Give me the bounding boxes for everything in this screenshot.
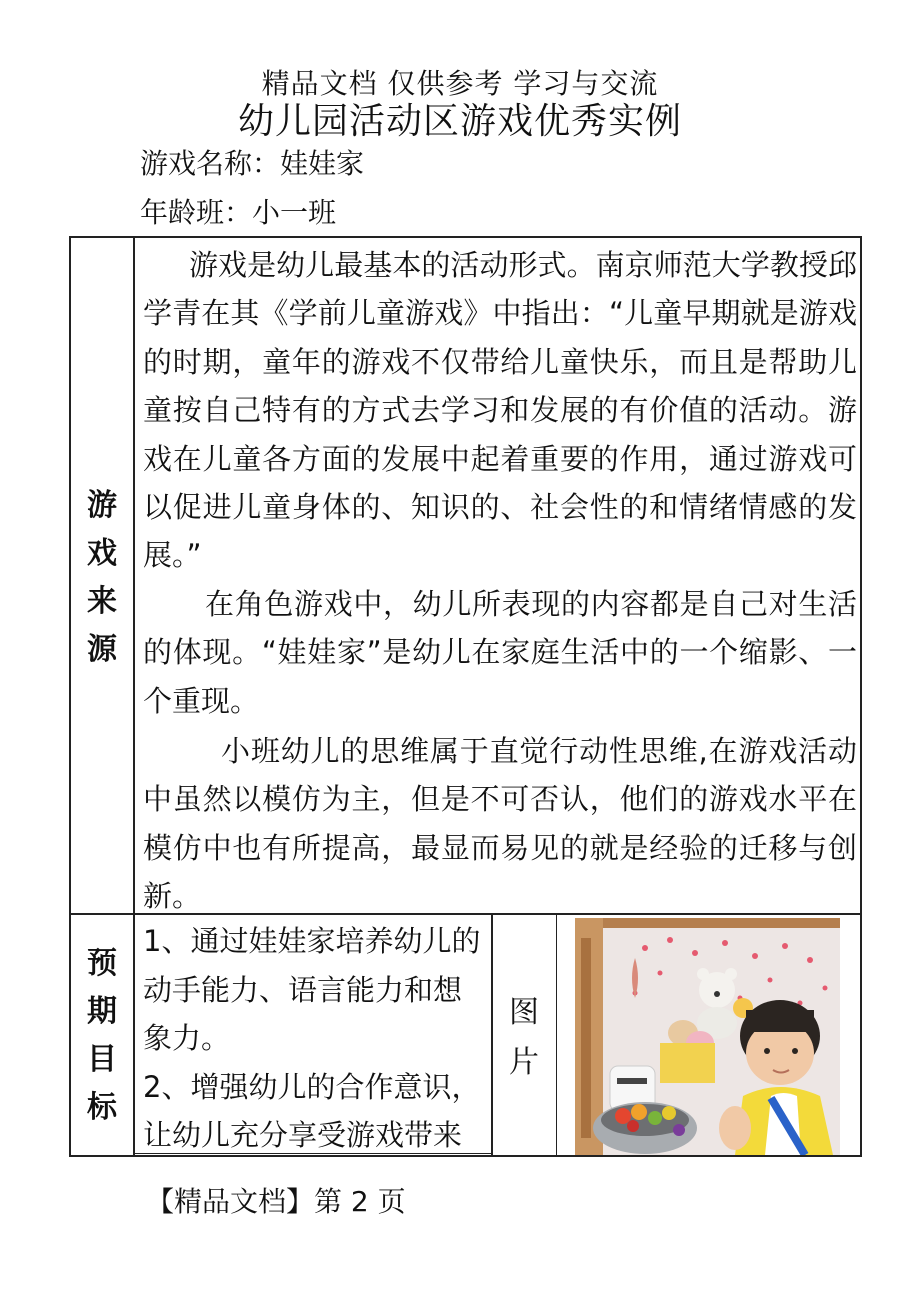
- source-text: [143, 241, 857, 921]
- picture-label-char: 图: [509, 995, 539, 1030]
- source-label-char: 游: [87, 488, 117, 523]
- goals-label-char: 目: [87, 1042, 117, 1077]
- child-playing-photo: [575, 918, 840, 1155]
- goal-column-divider: [491, 913, 493, 1157]
- goals-label: [78, 940, 126, 1132]
- picture-label-char: 片: [509, 1045, 539, 1080]
- source-label-char: 来: [87, 584, 117, 619]
- age-class-line: 年龄班：小一班: [140, 196, 337, 229]
- goals-text: [143, 917, 488, 1153]
- source-label: [78, 482, 126, 674]
- table-top-border: [69, 236, 862, 238]
- goals-label-char: 标: [87, 1090, 117, 1125]
- goals-label-char: 期: [87, 994, 117, 1029]
- picture-label-divider: [556, 913, 557, 1157]
- source-label-char: 源: [87, 632, 117, 667]
- header-note: 精品文档 仅供参考 学习与交流: [261, 67, 659, 100]
- table-left-border: [69, 236, 71, 1157]
- table-right-border: [860, 236, 862, 1157]
- goals-label-char: 预: [87, 946, 117, 981]
- page-footer: 【精品文档】第 2 页: [146, 1185, 406, 1218]
- picture-label: [500, 988, 548, 1088]
- label-column-divider: [133, 236, 135, 1157]
- source-label-char: 戏: [87, 536, 117, 571]
- document-title: 幼儿园活动区游戏优秀实例: [237, 101, 682, 142]
- goal-cell-bottom: [133, 1153, 493, 1154]
- source-paragraph: 在角色游戏中，幼儿所表现的内容都是自己对生活的体现。“娃娃家”是幼儿在家庭生活中的一个缩影、一个重现。: [143, 586, 857, 718]
- game-name-line: 游戏名称：娃娃家: [140, 147, 365, 180]
- source-paragraph: 小班幼儿的思维属于直觉行动性思维,在游戏活动中虽然以模仿为主，但是不可否认，他们的游戏水平在模仿中也有所提高，最显而易见的就是经验的迁移与创新。: [143, 734, 857, 914]
- goal-item: 2、增强幼儿的合作意识，让幼儿充分享受游戏带来: [143, 1069, 481, 1152]
- table-bottom-border: [69, 1155, 862, 1157]
- goal-item: 1、通过娃娃家培养幼儿的动手能力、语言能力和想象力。: [143, 924, 481, 1055]
- source-paragraph: 游戏是幼儿最基本的活动形式。南京师范大学教授邱学青在其《学前儿童游戏》中指出：“儿童早期就是游戏的时期，童年的游戏不仅带给儿童快乐，而且是帮助儿童按自己特有的方式去学习和发展的有价值的活动。游戏在儿童各方面的发展中起着重要的作用，通过游戏可以促进儿童身体的、知识的、社会性的和情绪情感的发展。”: [143, 248, 857, 573]
